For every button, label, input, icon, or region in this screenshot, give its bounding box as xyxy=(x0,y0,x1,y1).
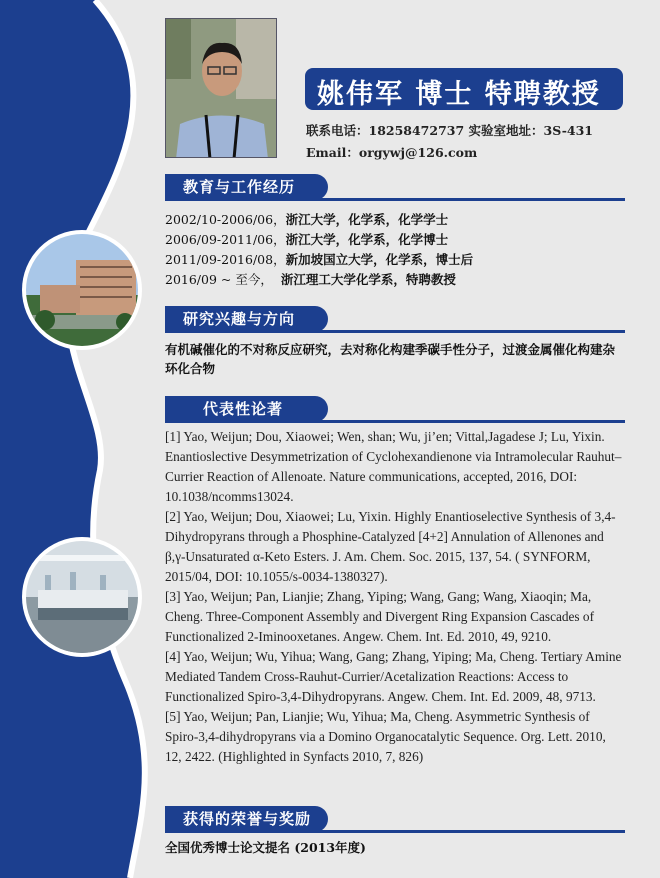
name-title: 姚伟军 博士 特聘教授 xyxy=(317,79,601,110)
section-title-education: 教育与工作经历 xyxy=(165,174,328,200)
publication-item: [3] Yao, Weijun; Pan, Lianjie; Zhang, Yiping; Wang, Gang; Wang, Xiaoqin; Ma, Cheng. Three-Component Assembly and Divergent Ring Expansion Cascades of Functionalized 2-Iminooxetanes. Angew. Chem. Int. Ed. 2010, 49, 9210. xyxy=(165,589,594,644)
education-row: 2002/10-2006/06，浙江大学，化学系，化学学士 xyxy=(165,212,449,227)
portrait-photo xyxy=(165,18,277,158)
education-row: 2016/09 ~ 至今， 浙江理工大学化学系，特聘教授 xyxy=(165,272,456,287)
section-title-awards: 获得的荣誉与奖励 xyxy=(165,806,328,832)
section-divider xyxy=(165,330,625,333)
contact-phone-address: 联系电话：18258472737 实验室地址：3S-431 xyxy=(306,123,593,138)
education-row: 2006/09-2011/06，浙江大学，化学系，化学博士 xyxy=(165,232,449,247)
publication-item: [4] Yao, Weijun; Wu, Yihua; Wang, Gang; Zhang, Yiping; Ma, Cheng. Tertiary Amine Mediated Tandem Cross-Rauhut-Currier/Acetalization Reactions: Access to Functionalized Spiro-3,4-Dihydropyrans. Angew. Chem. Int. Ed. 2009, 48, 9713. xyxy=(165,649,622,704)
section-title-publications: 代表性论著 xyxy=(165,396,328,422)
education-row: 2011/09-2016/08，新加坡国立大学，化学系，博士后 xyxy=(165,252,474,267)
publication-item: [1] Yao, Weijun; Dou, Xiaowei; Wen, shan; Wu, ji’en; Vittal,Jagadese J; Lu, Yixin. Enantioslective Desymmetrization of Cyclohexandienone via Intramolecular Rauhut–Currier Reaction of Allenoate. Nature communications, accepted, 2016, DOI: 10.1038/ncomms13024. xyxy=(165,429,622,504)
publication-list xyxy=(165,427,625,767)
section-divider xyxy=(165,420,625,423)
research-interests-text: 有机碱催化的不对称反应研究，去对称化构建季碳手性分子，过渡金属催化构建杂环化合物 xyxy=(165,342,616,376)
section-divider xyxy=(165,198,625,201)
award-item: 全国优秀博士论文提名 (2013年度) xyxy=(165,840,366,855)
section-title-research: 研究兴趣与方向 xyxy=(165,306,328,332)
section-divider xyxy=(165,830,625,833)
publication-item: [2] Yao, Weijun; Dou, Xiaowei; Lu, Yixin. Highly Enantioselective Synthesis of 3,4-Dihydropyrans through a Phosphine-Catalyzed [4+2] Annulation of Allenones and β,γ-Unsaturated α-Keto Esters. J. Am. Chem. Soc. 2015, 137, 54. ( SYNFORM, 2015/04, DOI: 10.1055/s-0034-1380327). xyxy=(165,509,616,584)
name-title-banner xyxy=(305,68,623,110)
publication-item: [5] Yao, Weijun; Pan, Lianjie; Wu, Yihua; Ma, Cheng. Asymmetric Synthesis of Spiro-3,4-dihydropyrans via a Domino Organocatalytic Sequence. Org. Lett. 2010, 12, 2422. (Highlighted in Synfacts 2010, 7, 826) xyxy=(165,709,606,764)
contact-email: Email：orgywj@126.com xyxy=(306,145,478,160)
